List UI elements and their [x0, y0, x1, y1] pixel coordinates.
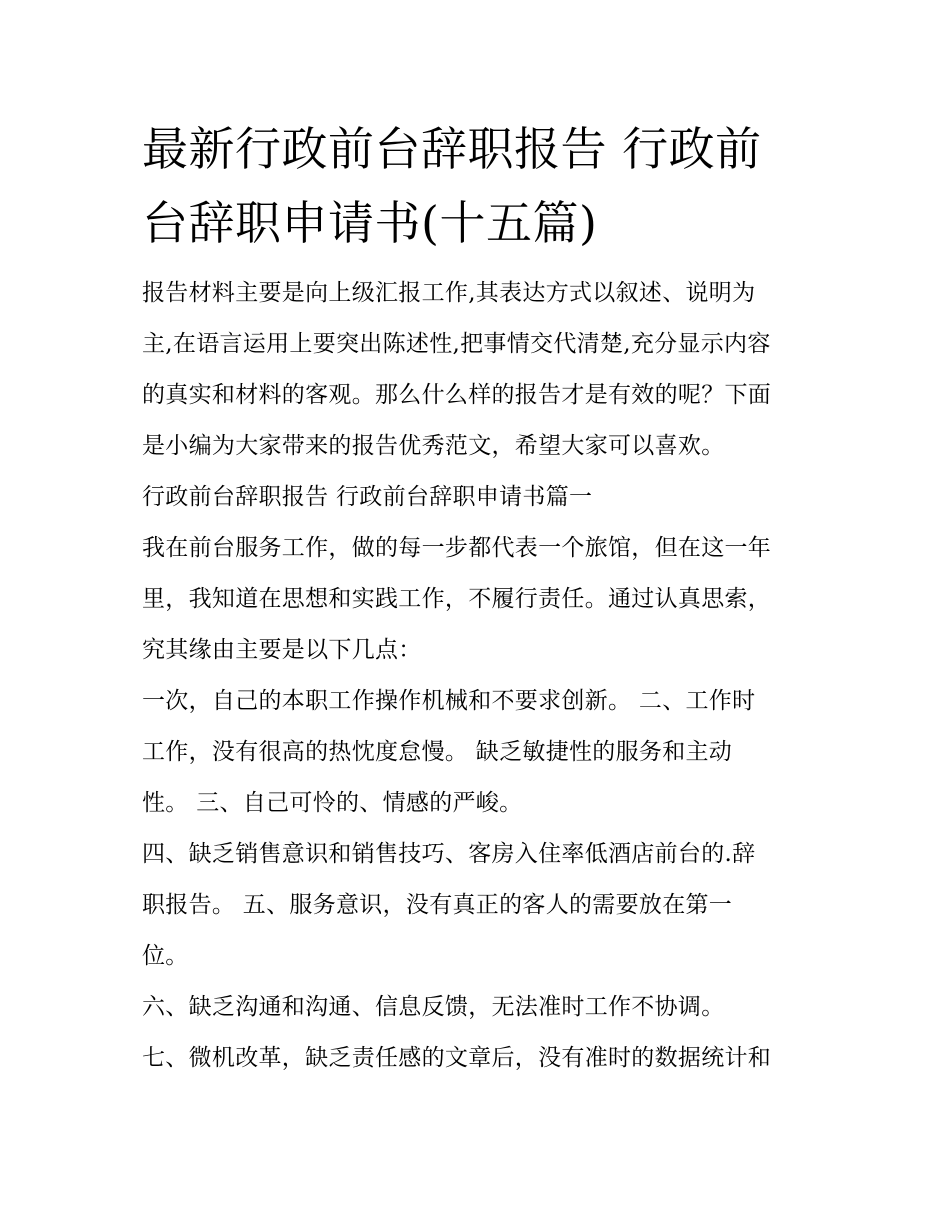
body-line: 主,在语言运用上要突出陈述性,把事情交代清楚,充分显示内容	[142, 331, 771, 357]
body-line: 我在前台服务工作，做的每一步都代表一个旅馆，但在这一年	[142, 535, 772, 561]
title-line-2: 台辞职申请书(十五篇)	[142, 196, 598, 250]
body-line: 六、缺乏沟通和沟通、信息反馈，无法准时工作不协调。	[142, 994, 725, 1020]
body-line: 工作，没有很高的热忱度怠慢。 缺乏敏捷性的服务和主动	[142, 739, 733, 765]
body-line: 究其缘由主要是以下几点：	[142, 637, 422, 663]
body-line: 是小编为大家带来的报告优秀范文，希望大家可以喜欢。	[142, 433, 725, 459]
body-line: 的真实和材料的客观。那么什么样的报告才是有效的呢？下面	[142, 382, 772, 408]
title-line-1: 最新行政前台辞职报告 行政前	[142, 122, 762, 176]
body-line: 七、微机改革，缺乏责任感的文章后，没有准时的数据统计和	[142, 1045, 772, 1071]
document-body	[142, 268, 822, 1084]
body-line: 四、缺乏销售意识和销售技巧、客房入住率低酒店前台的.辞	[142, 841, 756, 867]
section-heading: 行政前台辞职报告 行政前台辞职申请书篇一	[142, 484, 593, 510]
body-line: 报告材料主要是向上级汇报工作,其表达方式以叙述、说明为	[142, 280, 756, 306]
body-line: 位。	[142, 943, 189, 969]
body-line: 性。 三、自己可怜的、情感的严峻。	[142, 790, 523, 816]
body-line: 职报告。 五、服务意识，没有真正的客人的需要放在第一	[142, 892, 733, 918]
body-line: 里，我知道在思想和实践工作，不履行责任。通过认真思索，	[142, 586, 772, 612]
document-page	[142, 112, 822, 1084]
body-line: 一次，自己的本职工作操作机械和不要求创新。 二、工作时	[142, 688, 756, 714]
document-title	[142, 112, 822, 260]
